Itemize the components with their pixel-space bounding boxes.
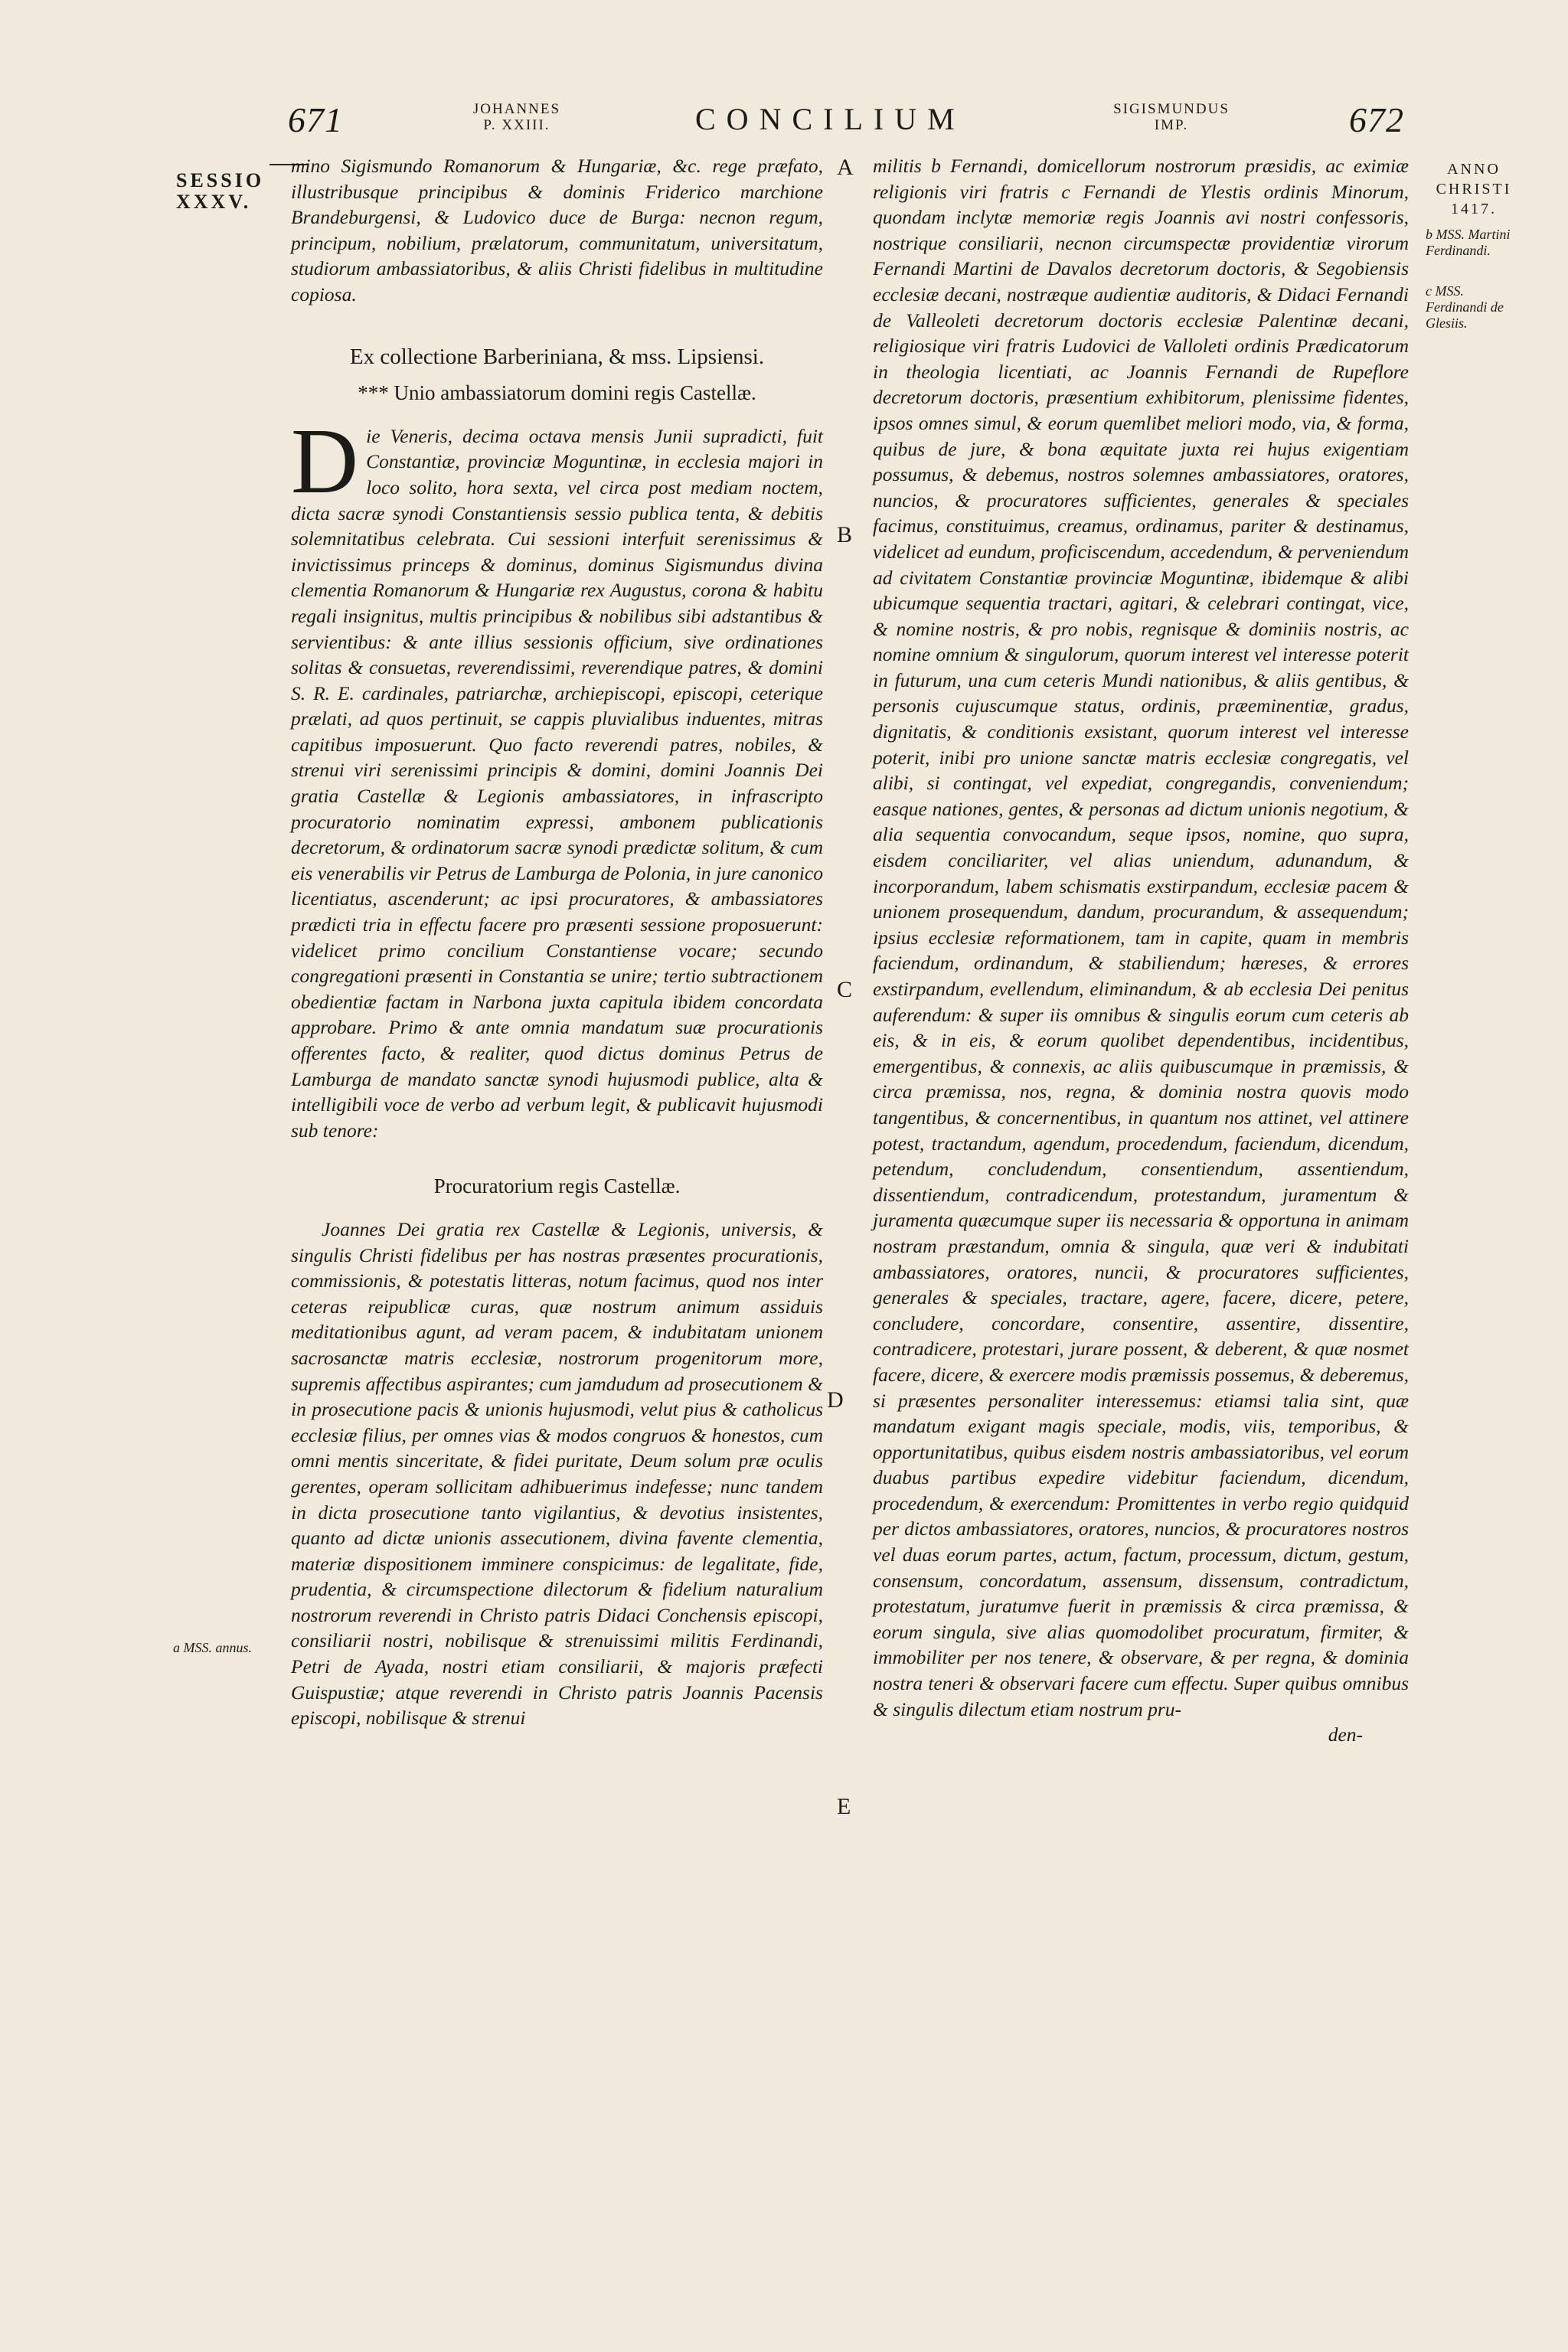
left-page-number: 671 bbox=[288, 100, 343, 139]
anno-christi-marker bbox=[1428, 159, 1520, 219]
sessio-marker bbox=[176, 170, 264, 213]
left-column-opening: mino Sigismundo Romanorum & Hungariæ, &c. rege præfato, illustribusque principibus & dominis Friderico marchione Brandeburgensi, & Ludovico duce de Burga: necnon regum, principum, nobilium, prælatorum, communitatum, universitatum, studiorum ambassiatoribus, & aliis Christi fidelibus in multitudine copiosa. bbox=[291, 155, 823, 305]
right-running-head-line2: IMP. bbox=[1154, 117, 1189, 133]
source-heading: Ex collectione Barberiniana, & mss. Lipsiensi. bbox=[349, 344, 765, 369]
margin-note-c: c MSS. Ferdinandi de Glesiis. bbox=[1426, 283, 1504, 331]
right-running-head-line1: SIGISMUNDUS bbox=[1113, 101, 1230, 117]
section-letter-d: D bbox=[827, 1387, 844, 1413]
unio-heading: *** Unio ambassiatorum domini regis Castellæ. bbox=[358, 381, 756, 405]
right-column bbox=[873, 153, 1409, 1748]
right-column-text: militis b Fernandi, domicellorum nostrorum præsidis, ac eximiæ religionis viri fratris c Fernandi de Ylestis ordinis Minorum, quondam inclytæ memoriæ regis Joannis avi nostri confessoris, nostrique consiliarii, necnon circumspectæ providentiæ virorum Fernandi Martini de Davalos decretorum doctoris, & Segobiensis ecclesiæ decani, nostræque audientiæ auditoris, & Didaci Fernandi de Valleoleti decretorum doctoris ecclesiæ Palentinæ decani, religiosique viri fratris Ludovici de Valloleti ordinis Prædicatorum in theologia licentiati, ac Joannis Fernandi de Rupeflore decretorum doctoris, præsentium exhibitorum, plenissime fidentes, ipsos omnes simul, & eorum quemlibet meliori modo, via, & forma, quibus de jure, & bona æquitate juxta rei hujus exigentiam possumus, & debemus, nostros solemnes ambassiatores, oratores, nuncios, & procuratores sufficientes, generales & speciales facimus, constituimus, creamus, ordinamus, pariter & destinamus, videlicet ad eundum, proficiscendum, accedendum, & perveniendum ad civitatem Constantiæ provinciæ Moguntinæ, ibidemque & alibi ubicumque sequentia tractari, agitari, & celebrari contingat, vice, & nomine nostris, & pro nobis, regnisque & dominiis nostris, ac nomine omnium & singulorum, quorum interest vel interesse poterit in futurum, una cum ceteris Mundi nationibus, & aliis gentibus, & personis cujuscumque status, ordinis, præeminentiæ, gradus, dignitatis, & conditionis exsistant, quorum interest vel interesse poterit, inibi pro unione sanctæ matris ecclesiæ congregatis, vel alibi, si contingat, vel expediat, congregandis, conveniendum; easque nationes, gentes, & personas ad dictum unionis negotium, & alia sequentia convocandum, seque ipsos, nomine, quo supra, eisdem conciliariter, vel alias uniendum, adunandum, & incorporandum, labem schismatis exstirpandum, ecclesiæ pacem & unionem prosequendum, dandum, procurandum, & assequendum; ipsius ecclesiæ reformationem, tam in capite, quam in membris faciendum, ordinandum, & stabiliendum; hæreses, & errores exstirpandum, evellendum, eliminandum, & ab ecclesia Dei penitus auferendum: & super iis omnibus & singulis eorum cum ceteris ab eis, & in eis, & eorum quolibet dependentibus, incidentibus, emergentibus, & connexis, ac aliis quibuscumque in præmissis, & circa præmissa, nos, regna, & dominia nostra quovis modo tangentibus, & concernentibus, in quantum nos attinet, vel attinere potest, tractandum, agendum, procedendum, faciendum, dicendum, petendum, concludendum, consentiendum, assentiendum, dissentiendum, contradicendum, protestandum, juramentum & juramenta quæcumque super iis necessaria & opportuna in animam nostram præstandum, omnia & singula, quæ veri & indubitati ambassiatores, oratores, nuncii, & procuratores sufficientes, generales & speciales, tractare, agere, facere, dicere, petere, concludere, concordare, consentire, assentire, dissentire, contradicere, protestari, jurare possent, & deberent, & quæ nosmet facere, dicere, & exercere modis præmissis possemus, & deberemus, si præsentes personaliter interessemus: etiamsi talia sint, quæ mandatum exigant magis speciale, modis, viis, temporibus, & opportunitatibus, quibus eisdem nostris ambassiatoribus, vel eorum duabus partibus expedire videbitur faciendum, dicendum, procedendum, & exercendum: Promittentes in verbo regio quidquid per dictos ambassiatores, oratores, nuncios, & procuratores nostros vel duas eorum partes, actum, factum, processum, dictum, gestum, consensum, concordatum, assensum, dissensum, contradictum, protestatum, juratumve fuerit in præmissis & circa præmissa, & eorum singula, sive alias quomodolibet procuratum, firmiter, & immobiliter per nos tenere, & observare, & per regna, & dominia nostra teneri & observari facere cum effectu. Super quibus omnibus & singulis dilectum etiam nostrum pru- bbox=[873, 155, 1409, 1720]
catchword: den- bbox=[1328, 1723, 1363, 1746]
right-page-number: 672 bbox=[1349, 100, 1404, 139]
anno-label: ANNO bbox=[1447, 161, 1501, 178]
anno-year: 1417. bbox=[1451, 201, 1497, 217]
left-running-head bbox=[459, 101, 574, 133]
right-running-head bbox=[1091, 101, 1252, 133]
unio-text: ie Veneris, decima octava mensis Junii supradicti, fuit Constantiæ, provinciæ Moguntinæ, in ecclesia majori in loco solito, hora sexta, vel circa post mediam noctem, dicta sacræ synodi Constantiensis sessio publica tenta, & debitis solemnitatibus celebrata. Cui sessioni interfuit serenissimus & invictissimus princeps & dominus, dominus Sigismundus divina clementia Romanorum & Hungariæ rex Augustus, corona & habitu regali insignitus, multis principibus & nobilibus sibi adstantibus & servientibus: & ante illius sessionis officium, sive ordinationes solitas & consuetas, reverendissimi, reverendique patres, & domini S. R. E. cardinales, patriarchæ, archiepiscopi, episcopi, ceterique prælati, ad quos pertinuit, se cappis pluvialibus induentes, mitras capitibus imposuerunt. Quo facto reverendi patres, nobiles, & strenui viri serenissimi principis & domini, domini Joannis Dei gratia Castellæ & Legionis ambassiatores, in infrascripto procuratorio nominatim expressi, ambonem publicationis decretorum, & ordinatorum sacræ synodi prædictæ solitum, & cum eis venerabilis vir Petrus de Lamburga de Polonia, in jure canonico licentiatus, ascenderunt; ac ipsi procuratores, & ambassiatores prædicti tria in effectu facere pro præsenti sessione proposuerunt: videlicet primo concilium Constantiense vocare; secundo congregationi præsenti in Constantia se unire; tertio subtractionem obedientiæ factam in Narbona juxta capitula ibidem concordata approbare. Primo & ante omnia mandatum suæ procurationis offerentes facto, & realiter, quod dictus dominus Petrus de Lamburga de mandato sanctæ synodi hujusmodi publice, alta & intelligibili voce de verbo ad verbum legit, & publicavit hujusmodi sub tenore: bbox=[291, 424, 823, 1142]
left-running-head-line2: P. XXIII. bbox=[483, 117, 550, 133]
left-column bbox=[291, 153, 823, 1731]
sessio-number: XXXV. bbox=[176, 191, 252, 213]
margin-note-a: a MSS. annus. bbox=[173, 1640, 252, 1655]
christi-label: CHRISTI bbox=[1436, 181, 1512, 198]
section-letter-e: E bbox=[837, 1794, 851, 1819]
section-letter-a: A bbox=[837, 155, 854, 180]
unio-paragraph bbox=[291, 409, 823, 1144]
procuratorium-text: Joannes Dei gratia rex Castellæ & Legionis, universis, & singulis Christi fidelibus per has nostras præsentes procurationis, commissionis, & potestatis litteras, notum facimus, quod nos inter ceteras reipublicæ curas, quæ nostrum animum assiduis meditationibus agunt, ad veram pacem, & indubitatam unionem sacrosanctæ matris ecclesiæ, nostrorum progenitorum more, supremis affectibus aspirantes; cum jamdudum ad prosecutionem & in prosecutione pacis & unionis hujusmodi, velut pius & catholicus ecclesiæ filius, per omnes vias & modos congruos & honestos, cum omni mentis sinceritate, & fidei puritate, Deum solum præ oculis gerentes, operam sollicitam adhibuerimus indefesse; nunc tandem in dicta prosecutione tanto vigilantius, & devotius insistentes, quanto ad dictæ unionis assecutionem, divina favente clementia, materiæ dispositionem imminere conspicimus: de legalitate, fide, prudentia, & circumspectione dilectorum & fidelium naturalium nostrorum reverendi in Christo patris Didaci Conchensis episcopi, consiliarii nostri, nobilisque & strenuissimi militis Ferdinandi, Petri de Ayada, nostri etiam consiliarii, & majoris præfecti Guispustiæ; atque reverendi in Christo patris Joannis Pacensis episcopi, nobilisque & strenui bbox=[291, 1217, 823, 1730]
procuratorium-heading: Procuratorium regis Castellæ. bbox=[433, 1174, 681, 1198]
section-letter-c: C bbox=[837, 977, 853, 1002]
margin-note-b: b MSS. Martini Ferdinandi. bbox=[1426, 227, 1511, 258]
page-title: CONCILIUM bbox=[695, 102, 965, 136]
drop-cap: D bbox=[291, 409, 359, 513]
section-letter-b: B bbox=[837, 522, 853, 547]
left-running-head-line1: JOHANNES bbox=[472, 101, 561, 117]
sessio-label: SESSIO bbox=[176, 169, 265, 191]
